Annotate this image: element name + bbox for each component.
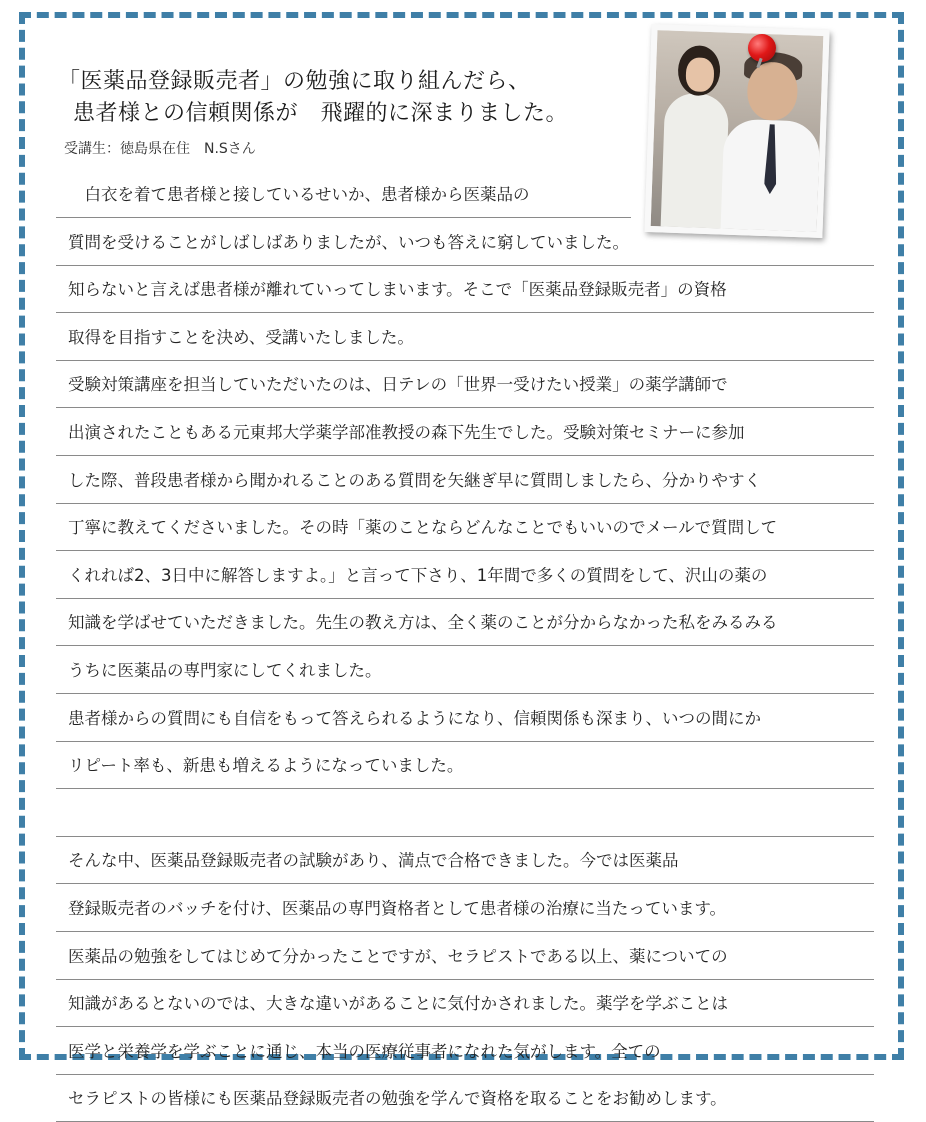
title-line-1: 「医薬品登録販売者」の勉強に取り組んだら、: [58, 69, 531, 94]
pushpin-icon: [748, 34, 776, 62]
ruled-line: 白衣を着て患者様と接しているせいか、患者様から医薬品の: [56, 172, 631, 218]
ruled-line: セラピストの皆様にも医薬品登録販売者の勉強を学んで資格を取ることをお勧めします。: [56, 1076, 874, 1122]
student-teacher-photo: [644, 24, 829, 238]
ruled-line: くれれば2、3日中に解答しますよ。」と言って下さり、1年間で多くの質問をして、沢山の薬の: [56, 553, 874, 599]
ruled-line: そんな中、医薬品登録販売者の試験があり、満点で合格できました。今では医薬品: [56, 838, 874, 884]
ruled-line: した際、普段患者様から聞かれることのある質問を矢継ぎ早に質問しましたら、分かりやすく: [56, 458, 874, 504]
ruled-line: 医学と栄養学を学ぶことに通じ、本当の医療従事者になれた気がします。全ての: [56, 1029, 874, 1075]
ruled-line: 患者様からの質問にも自信をもって答えられるようになり、信頼関係も深まり、いつの間にか: [56, 696, 874, 742]
ruled-line: 知識があるとないのでは、大きな違いがあることに気付かされました。薬学を学ぶことは: [56, 981, 874, 1027]
student-face: [685, 57, 714, 92]
ruled-line: 丁寧に教えてくださいました。その時「薬のことならどんなことでもいいのでメールで質問して: [56, 505, 874, 551]
page-title: [58, 66, 568, 130]
ruled-line: 医薬品の勉強をしてはじめて分かったことですが、セラピストである以上、薬についての: [56, 934, 874, 980]
ruled-line: リピート率も、新患も増えるようになっていました。: [56, 743, 874, 789]
title-line-2: 患者様との信頼関係が 飛躍的に深まりました。: [58, 101, 568, 126]
ruled-line: 出演されたこともある元東邦大学薬学部准教授の森下先生でした。受験対策セミナーに参加: [56, 410, 874, 456]
ruled-line: うちに医薬品の専門家にしてくれました。: [56, 648, 874, 694]
ruled-line: 取得を目指すことを決め、受講いたしました。: [56, 315, 874, 361]
ruled-line: 受験対策講座を担当していただいたのは、日テレの「世界一受けたい授業」の薬学講師で: [56, 362, 874, 408]
ruled-line: 登録販売者のバッチを付け、医薬品の専門資格者として患者様の治療に当たっています。: [56, 886, 874, 932]
ruled-line: 知らないと言えば患者様が離れていってしまいます。そこで「医薬品登録販売者」の資格: [56, 267, 874, 313]
student-info: 受講生：徳島県在住 N.Sさん: [64, 141, 256, 157]
ruled-line: 知識を学ばせていただきました。先生の教え方は、全く薬のことが分からなかった私をみるみる: [56, 600, 874, 646]
ruled-line: 質問を受けることがしばしばありましたが、いつも答えに窮していました。: [56, 220, 874, 266]
student-figure: [660, 92, 729, 234]
ruled-line: [56, 791, 874, 837]
